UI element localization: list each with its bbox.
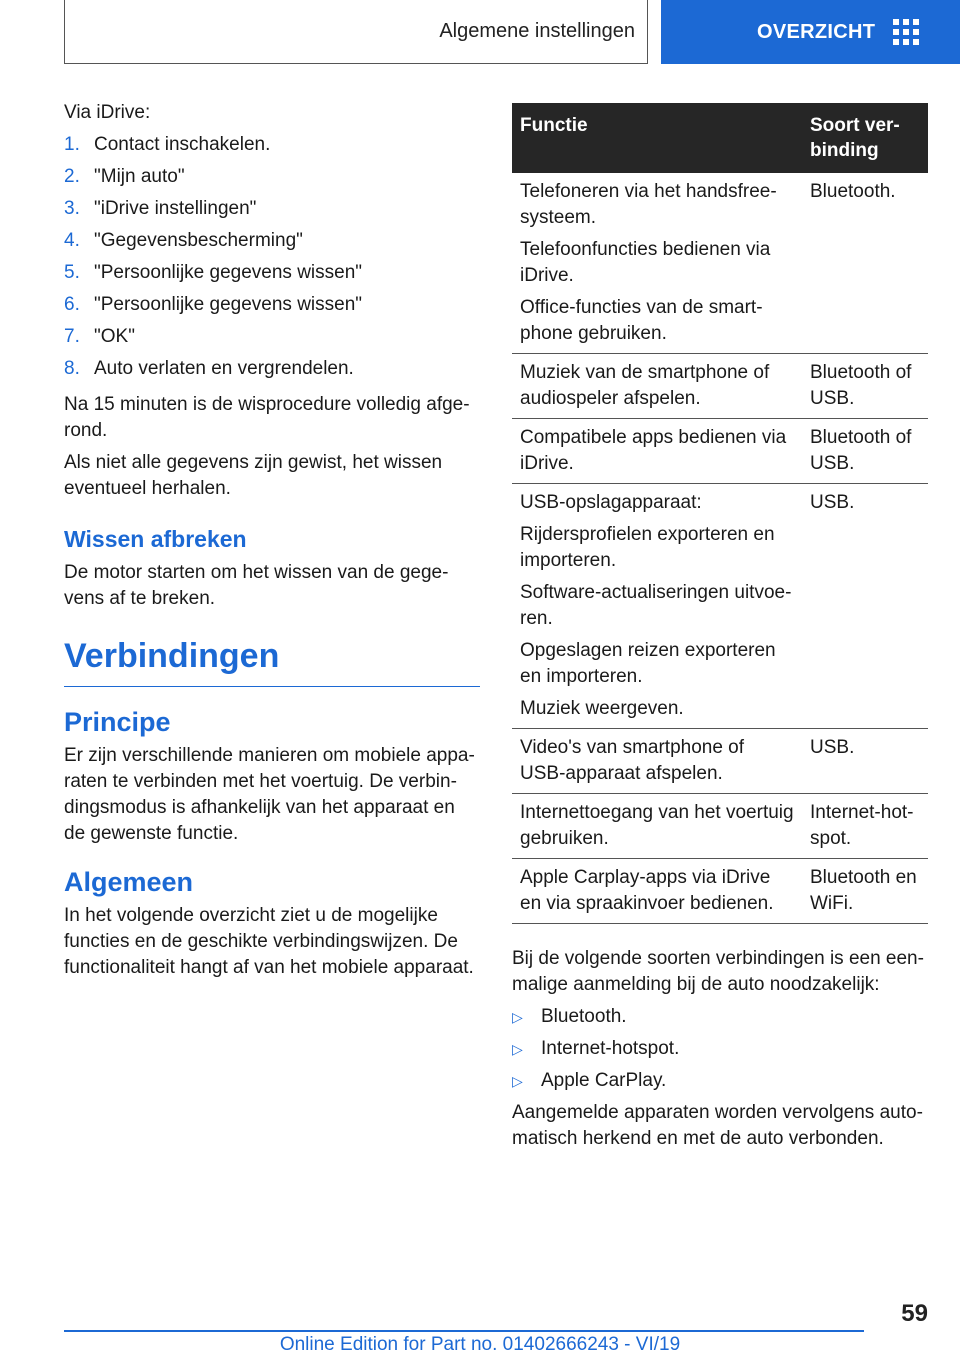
function-text: Internettoegang van het voertuig gebruiken. [520, 802, 794, 849]
connection-cell: USB. [802, 484, 928, 729]
list-item [512, 1036, 928, 1068]
table-row [512, 729, 928, 794]
function-text: Office-functies van de smartphone gebruiken. [520, 297, 763, 344]
connection-cell: Bluetooth of USB. [802, 419, 928, 484]
step-text: "Mijn auto" [94, 166, 185, 187]
list-item [512, 1068, 928, 1100]
col-header-function: Functie [512, 103, 802, 173]
step-number: 3. [64, 198, 80, 219]
paragraph: Als niet alle gegevens zijn gewist, het wissen eventueel herhalen. [64, 452, 443, 499]
cancel-text: De motor starten om het wissen van de gegevens af te breken. [64, 562, 449, 609]
connection-cell: Bluetooth of USB. [802, 354, 928, 419]
function-text: Rijdersprofielen exporteren en importeren. [520, 524, 775, 571]
paragraph: Bij de volgende soorten verbindingen is een eenmalige aanmelding bij de auto noodzakelijk: [512, 948, 924, 995]
left-column [64, 100, 480, 981]
table-row [512, 419, 928, 484]
step-number: 6. [64, 294, 80, 315]
function-text: Muziek weergeven. [520, 698, 684, 719]
table-row [512, 859, 928, 924]
function-cell [512, 484, 802, 729]
edition-text: Online Edition for Part no. 01402666243 - VI/19 [279, 1334, 681, 1355]
paragraph: Na 15 minuten is de wisprocedure volledig afgerond. [64, 394, 470, 441]
page-number: 59 [901, 1300, 928, 1327]
function-text: USB-opslagapparaat: [520, 492, 702, 513]
section-header [64, 0, 648, 64]
step-text: "iDrive instellingen" [94, 198, 257, 219]
table-row [512, 484, 928, 729]
triangle-bullet-icon: ▷ [512, 1009, 523, 1025]
general-heading: Algemeen [64, 867, 194, 897]
function-cell [512, 173, 802, 354]
function-cell [512, 419, 802, 484]
step-item [64, 324, 480, 356]
overview-button[interactable] [661, 0, 960, 64]
function-cell [512, 859, 802, 924]
function-text: Video's van smartphone of USB-apparaat afspelen. [520, 737, 745, 784]
step-number: 4. [64, 230, 80, 251]
steps-list [64, 132, 480, 388]
function-text: Muziek van de smartphone of audiospeler afspelen. [520, 362, 770, 409]
step-number: 2. [64, 166, 80, 187]
step-text: Contact inschakelen. [94, 134, 271, 155]
general-text: In het volgende overzicht ziet u de mogelijke functies en de geschikte verbindingswijzen. De functionaliteit hangt af van het mobiele apparaat. [64, 905, 474, 978]
function-text: Opgeslagen reizen exporteren en importeren. [520, 640, 776, 687]
function-text: Software-actualiseringen uitvoeren. [520, 582, 792, 629]
chapter-title: Verbindingen [64, 634, 480, 687]
principle-heading: Principe [64, 707, 171, 737]
step-item [64, 228, 480, 260]
step-item [64, 164, 480, 196]
function-cell [512, 794, 802, 859]
list-item-text: Apple CarPlay. [541, 1070, 667, 1091]
table-row [512, 173, 928, 354]
connection-cell: Bluetooth en WiFi. [802, 859, 928, 924]
list-item [512, 1004, 928, 1036]
step-text: "OK" [94, 326, 135, 347]
connection-cell: USB. [802, 729, 928, 794]
right-column [512, 103, 928, 1152]
list-item-text: Internet-hotspot. [541, 1038, 680, 1059]
table-row [512, 354, 928, 419]
step-number: 1. [64, 134, 80, 155]
step-text: "Persoonlijke gegevens wissen" [94, 262, 363, 283]
footer-divider [64, 1330, 864, 1332]
step-number: 8. [64, 358, 80, 379]
step-text: "Gegevensbescherming" [94, 230, 303, 251]
bullet-list [512, 1004, 928, 1100]
triangle-bullet-icon: ▷ [512, 1041, 523, 1057]
step-text: "Persoonlijke gegevens wissen" [94, 294, 363, 315]
function-cell [512, 354, 802, 419]
grid-icon [893, 19, 919, 45]
triangle-bullet-icon: ▷ [512, 1073, 523, 1089]
section-title: Algemene instellingen [439, 20, 635, 42]
step-item [64, 356, 480, 388]
list-item-text: Bluetooth. [541, 1006, 627, 1027]
function-text: Telefoneren via het handsfreesysteem. [520, 181, 777, 228]
function-text: Compatibele apps bedienen via iDrive. [520, 427, 787, 474]
overview-label: OVERZICHT [757, 20, 876, 43]
cancel-heading: Wissen afbreken [64, 526, 247, 552]
step-item [64, 196, 480, 228]
step-text: Auto verlaten en vergrendelen. [94, 358, 354, 379]
table-row [512, 794, 928, 859]
function-text: Apple Carplay-apps via iDrive en via spraakinvoer bedienen. [520, 867, 774, 914]
connection-cell: Internet-hotspot. [802, 794, 928, 859]
step-item [64, 132, 480, 164]
function-text: Telefoonfuncties bedienen via iDrive. [520, 239, 771, 286]
step-item [64, 292, 480, 324]
step-number: 7. [64, 326, 80, 347]
step-item [64, 260, 480, 292]
intro-text: Via iDrive: [64, 102, 151, 123]
closing-text: Aangemelde apparaten worden vervolgens automatisch herkend en met de auto verbonden. [512, 1102, 923, 1149]
step-number: 5. [64, 262, 80, 283]
connection-cell: Bluetooth. [802, 173, 928, 354]
col-header-connection: Soort verbinding [802, 103, 928, 173]
function-cell [512, 729, 802, 794]
connections-table [512, 103, 928, 924]
principle-text: Er zijn verschillende manieren om mobiele apparaten te verbinden met het voertuig. De verbindingsmodus is afhankelijk van het apparaat en de gewenste functie. [64, 745, 475, 844]
